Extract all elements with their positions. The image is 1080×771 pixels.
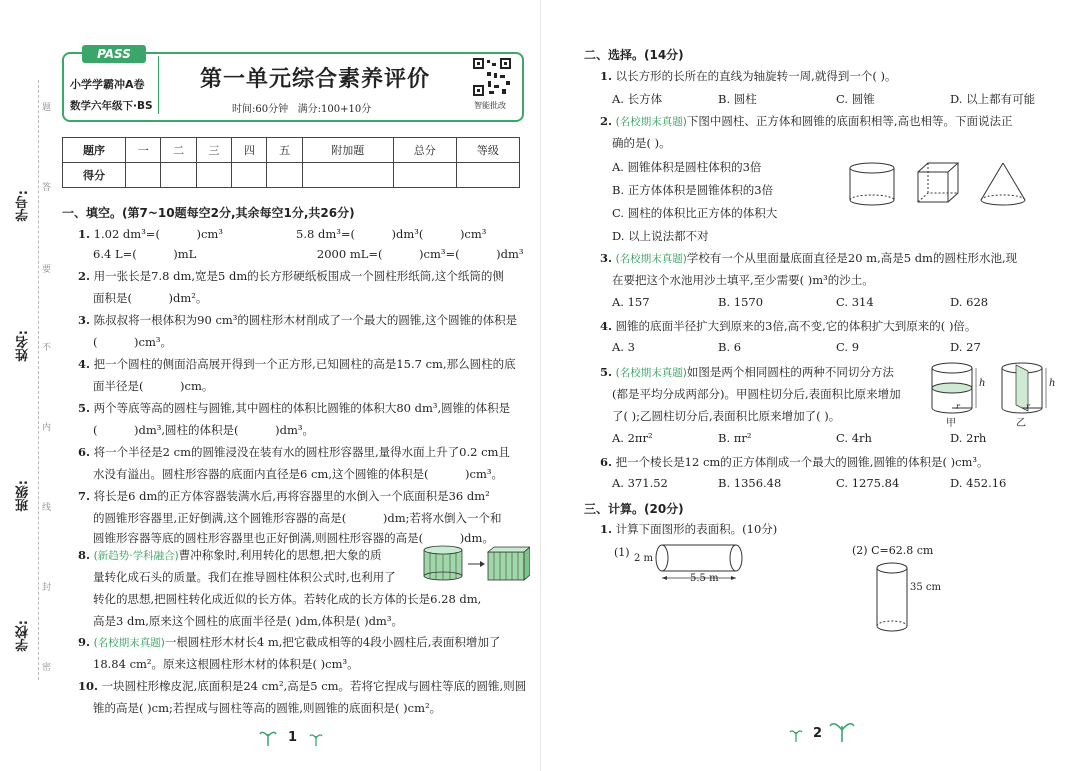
s2-q6-number: 6. [600, 455, 613, 469]
s1-line [93, 508, 501, 528]
s1-line [93, 244, 524, 264]
s1-line [93, 332, 172, 352]
s2-q2-number: 2. [600, 114, 613, 128]
option-d[interactable]: D. 2rh [950, 431, 987, 445]
fig-label-h: h [979, 378, 986, 389]
s2-q5-number: 5. [600, 365, 613, 379]
question-text: 面积是( )dm²。 [93, 291, 208, 305]
fig-label-r: r [1026, 402, 1030, 411]
section3-title: 三、计算。(20分) [584, 502, 684, 516]
question-text: 用一张长是7.8 dm,宽是5 dm的长方形硬纸板围成一个圆柱形纸筒,这个纸筒的侧 [93, 269, 504, 283]
option-b[interactable]: B. 1356.48 [718, 476, 782, 490]
option-a[interactable]: A. 长方体 [612, 92, 663, 106]
question-text: ( )cm³。 [93, 335, 172, 349]
s1-line [93, 288, 207, 308]
question-text: 面半径是( )cm。 [93, 379, 214, 393]
page-title: 第一单元综合素养评价 [200, 67, 431, 92]
header-divider [158, 56, 159, 114]
score-cell[interactable] [456, 163, 519, 188]
option-b[interactable]: B. πr² [718, 431, 752, 445]
page-number-left: 1 [288, 730, 298, 745]
score-header-row [63, 138, 520, 163]
question-number: 7. [78, 489, 91, 503]
option-a[interactable]: A. 3 [612, 340, 635, 354]
option-b[interactable]: B. 正方体体积是圆锥体积的3倍 [612, 183, 774, 197]
option-c[interactable]: C. 4rh [836, 431, 872, 445]
fig-label-yi: 乙 [1016, 418, 1026, 429]
question-text: 水没有溢出。圆柱形容器的底面内直径是6 cm,这个圆锥的体积是( )cm³。 [93, 467, 503, 481]
student-id-label: 学号: [16, 190, 31, 222]
fig2-label: (2) C=62.8 cm [852, 544, 934, 557]
s2-q2-line [600, 111, 1013, 132]
question-number: 4. [78, 357, 91, 371]
q9-text: 一根圆柱形木材长4 m,把它截成相等的4段小圆柱后,表面积增加了 [164, 635, 501, 649]
table-cell: 等级 [456, 138, 519, 163]
option-d[interactable]: D. 以上都有可能 [950, 92, 1036, 106]
option-c[interactable]: C. 圆柱的体积比正方体的体积大 [612, 206, 778, 220]
question-text: 陈叔叔将一根体积为90 cm³的圆柱形木材削成了一个最大的圆锥,这个圆锥的体积是 [93, 313, 518, 327]
fig1-label: (1) [614, 546, 630, 559]
margin-char: 内 [42, 423, 52, 433]
binding-line [38, 80, 39, 680]
s1-line [93, 376, 213, 396]
name-label: 姓名: [16, 330, 31, 362]
question-number: 2. [78, 269, 91, 283]
s2-q1-text: 以长方形的长所在的直线为轴旋转一周,就得到一个( )。 [615, 69, 897, 83]
q8-text: 转化的思想,把圆柱转化成近似的长方体。若转化成的长方体的长是6.28 dm, [93, 592, 482, 606]
option-a[interactable]: A. 371.52 [612, 476, 668, 490]
question-text: ( )dm³,圆柱的体积是( )dm³。 [93, 423, 314, 437]
s2-q2-text: 确的是( )。 [612, 136, 671, 150]
option-a[interactable]: A. 圆锥体积是圆柱体积的3倍 [612, 160, 762, 174]
table-cell: 一 [126, 138, 161, 163]
s2-q6-text: 把一个棱长是12 cm的正方体削成一个最大的圆锥,圆锥的体积是( )cm³。 [615, 455, 989, 469]
option-c[interactable]: C. 圆锥 [836, 92, 875, 106]
score-table [62, 137, 520, 188]
option-c[interactable]: C. 9 [836, 340, 860, 354]
s2-q5-text: (都是平均分成两部分)。甲圆柱切分后,表面积比原来增加 [612, 387, 901, 401]
fig1-length: 5.5 m [690, 573, 719, 584]
qr-icon [472, 57, 512, 97]
s2-q2-text: 下图中圆柱、正方体和圆锥的底面积相等,高也相等。下面说法正 [686, 114, 1013, 128]
question-text: 1.02 dm³=( )cm³ 5.8 dm³=( )dm³( )cm³ [93, 227, 487, 241]
q8-text: 量转化成石头的质量。我们在推导圆柱体积公式时,也利用了 [93, 570, 396, 584]
s1-line [78, 354, 516, 374]
table-cell: 三 [196, 138, 231, 163]
section1-title: 一、填空。(第7~10题每空2分,其余每空1分,共26分) [62, 206, 355, 220]
s2-q5-tag: (名校期末真题) [615, 367, 687, 379]
shapes-figure [848, 160, 1028, 210]
s2-q4-text: 圆锥的底面半径扩大到原来的3倍,高不变,它的体积扩大到原来的( )倍。 [615, 319, 977, 333]
q8-text: 高是3 dm,原来这个圆柱的底面半径是( )dm,体积是( )dm³。 [93, 614, 403, 628]
table-cell: 得分 [63, 163, 126, 188]
question-text: 6.4 L=( )mL 2000 mL=( )cm³=( )dm³ [93, 247, 524, 261]
s1-line [78, 442, 510, 462]
q8-line [78, 545, 382, 566]
exam-meta: 时间:60分钟 满分:100+10分 [232, 104, 372, 115]
s1-line [78, 266, 504, 286]
option-a[interactable]: A. 157 [612, 295, 650, 309]
s2-q1-number: 1. [600, 69, 613, 83]
s2-q2-tag: (名校期末真题) [615, 116, 687, 128]
fig-label-h: h [1049, 378, 1056, 389]
question-text: 的圆锥形容器里,正好倒满,这个圆锥形容器的高是( )dm;若将水倒入一个和 [93, 511, 502, 525]
margin-char: 线 [42, 503, 52, 513]
q9-tag: (名校期末真题) [93, 637, 165, 649]
series-name: 小学学霸冲A卷 [70, 78, 145, 91]
question-text: 将一个半径是2 cm的圆锥浸没在装有水的圆柱形容器里,量得水面上升了0.2 cm且 [93, 445, 510, 459]
s2-q5-line [600, 362, 894, 383]
score-cell[interactable] [267, 163, 302, 188]
vertical-cylinder-figure [874, 560, 914, 640]
table-cell: 题序 [63, 138, 126, 163]
option-a[interactable]: A. 2πr² [612, 431, 653, 445]
margin-char: 答 [42, 183, 52, 193]
s3-q1-number: 1. [600, 522, 613, 536]
margin-char: 题 [42, 103, 52, 113]
s2-q5-text: 了( );乙圆柱切分后,表面积比原来增加了( )。 [612, 409, 841, 423]
fig2-height: 35 cm [910, 582, 941, 593]
s1-line [78, 486, 490, 506]
page-number-right: 2 [813, 726, 823, 741]
qr-code [472, 57, 512, 97]
school-label: 学校: [16, 620, 31, 652]
table-cell: 总分 [393, 138, 456, 163]
s1-line [78, 398, 510, 418]
margin-char: 密 [42, 663, 52, 673]
fig1-height: 2 m [634, 553, 654, 564]
score-cell[interactable] [302, 163, 393, 188]
score-cell[interactable] [161, 163, 196, 188]
score-cell[interactable] [232, 163, 267, 188]
option-c[interactable]: C. 314 [836, 295, 874, 309]
q10-line [78, 676, 526, 696]
s2-q5-text: 如图是两个相同圆柱的两种不同切分方法 [686, 365, 894, 379]
s2-q3-text: 在要把这个水池用沙土填平,至少需要( )m³的沙土。 [612, 273, 874, 287]
s2-q3-text: 学校有一个从里面量底面直径是20 m,高是5 dm的圆柱形水池,现 [686, 251, 1018, 265]
s1-line [78, 310, 517, 330]
table-cell: 附加题 [302, 138, 393, 163]
q8-tag: (新趋势·学科融合) [93, 550, 179, 562]
q10-text: 锥的高是( )cm;若捏成与圆柱等高的圆锥,则圆锥的底面积是( )cm²。 [93, 701, 442, 715]
s3-q1-text: 计算下面图形的表面积。(10分) [615, 522, 778, 536]
q10-text: 一块圆柱形橡皮泥,底面积是24 cm²,高是5 cm。若将它捏成与圆柱等底的圆锥,则圆 [101, 679, 527, 693]
question-text: 两个等底等高的圆柱与圆锥,其中圆柱的体积比圆锥的体积大80 dm³,圆锥的体积是 [93, 401, 511, 415]
q9-text: 18.84 cm²。原来这根圆柱形木材的体积是( )cm³。 [93, 657, 359, 671]
question-text: 把一个圆柱的侧面沿高展开得到一个正方形,已知圆柱的高是15.7 cm,那么圆柱的底 [93, 357, 516, 371]
option-d[interactable]: D. 以上说法都不对 [612, 229, 709, 243]
s2-q3-tag: (名校期末真题) [615, 253, 687, 265]
question-number: 6. [78, 445, 91, 459]
qr-caption: 智能批改 [474, 101, 506, 110]
q9-line [78, 632, 500, 653]
score-cell[interactable] [393, 163, 456, 188]
score-row [63, 163, 520, 188]
q9-number: 9. [78, 635, 91, 649]
margin-char: 要 [42, 265, 52, 275]
question-number: 3. [78, 313, 91, 327]
fig-label-jia: 甲 [946, 418, 956, 429]
option-d[interactable]: D. 628 [950, 295, 989, 309]
q10-number: 10. [78, 679, 99, 693]
option-b[interactable]: B. 6 [718, 340, 742, 354]
margin-char: 不 [42, 343, 52, 353]
option-d[interactable]: D. 27 [950, 340, 981, 354]
s1-line [78, 224, 486, 244]
option-c[interactable]: C. 1275.84 [836, 476, 900, 490]
score-cell[interactable] [126, 163, 161, 188]
question-text: 圆锥形容器等底的圆柱形容器里也正好倒满,则圆柱形容器的高是( )dm。 [93, 531, 494, 545]
question-number: 5. [78, 401, 91, 415]
table-cell: 四 [232, 138, 267, 163]
table-cell: 五 [267, 138, 302, 163]
class-label: 班级: [16, 480, 31, 512]
s1-line [93, 420, 314, 440]
s2-q6-line [600, 452, 989, 472]
cylinder-transform-figure [420, 544, 530, 584]
option-d[interactable]: D. 452.16 [950, 476, 1007, 490]
s2-q3-number: 3. [600, 251, 613, 265]
grade-edition: 数学六年级下·BS [70, 100, 153, 112]
question-number: 1. [78, 227, 91, 241]
question-text: 将长是6 dm的正方体容器装满水后,再将容器里的水倒入一个底面积是36 dm² [93, 489, 490, 503]
sprout-decoration [786, 718, 856, 744]
fig-label-r: r [956, 402, 960, 411]
pass-logo: PASS [82, 45, 146, 63]
s2-q4-line [600, 316, 976, 336]
table-cell: 二 [161, 138, 196, 163]
margin-char: 封 [42, 583, 52, 593]
s2-q3-line [600, 248, 1017, 269]
section2-title: 二、选择。(14分) [584, 48, 684, 62]
s2-q4-number: 4. [600, 319, 613, 333]
sprout-decoration [258, 724, 338, 748]
s3-q1-line [600, 519, 777, 539]
s2-q1-line [600, 66, 896, 86]
q8-number: 8. [78, 548, 91, 562]
option-b[interactable]: B. 圆柱 [718, 92, 757, 106]
option-b[interactable]: B. 1570 [718, 295, 764, 309]
score-cell[interactable] [196, 163, 231, 188]
q8-text: 曹冲称象时,利用转化的思想,把大象的质 [178, 548, 382, 562]
s1-line [93, 464, 503, 484]
